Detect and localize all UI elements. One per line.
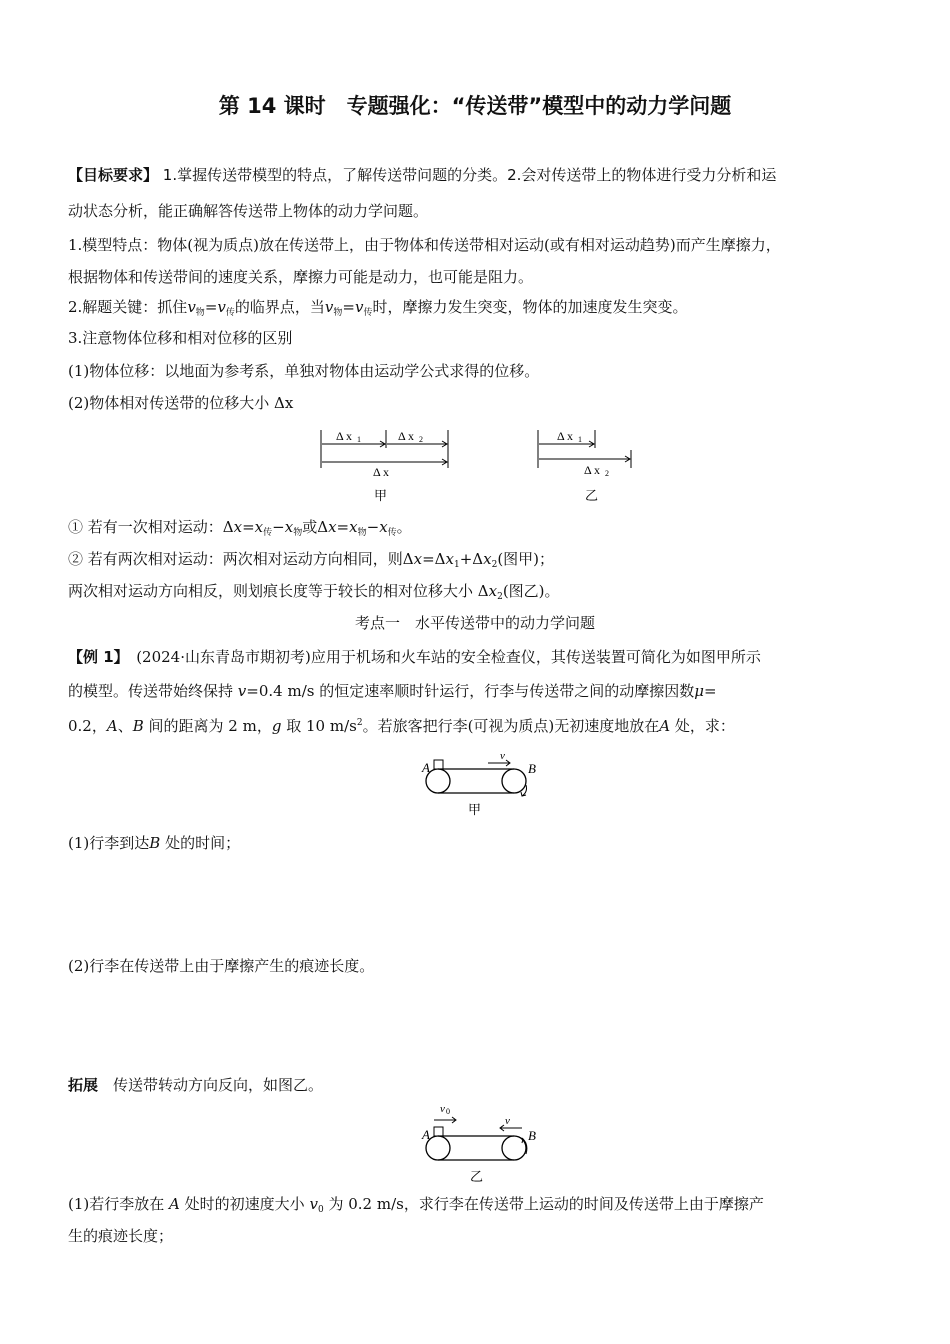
key-point: 2.解题关键：抓住$v_物=v_传$的临界点，当$v_物=v_传$时，摩擦力发生突变，物体的加速度发生突变。 [68, 298, 688, 318]
svg-text:2: 2 [605, 469, 609, 478]
dx1-label: Δ x [336, 429, 353, 443]
v0-label: v [440, 1103, 445, 1115]
svg-text:0: 0 [446, 1107, 450, 1116]
example1-line-3: 0.2，A、B 间的距离为 2 m，g 取 10 $m/s^2$。若旅客把行李(可视为质点)无初速度地放在A 处，求： [68, 717, 735, 735]
case-two-opposite: 两次相对运动方向相反，则划痕长度等于较长的相对位移大小 $\Delta x_2$(图乙)。 [68, 582, 560, 602]
case-two-same: ② 若有两次相对运动：两次相对运动方向相同，则$\Delta x=\Delta x_1+\Delta x_2$(图甲)； [68, 550, 555, 570]
question-2: (2)行李在传送带上由于摩擦产生的痕迹长度。 [68, 957, 375, 975]
page-title: 第 14 课时 专题强化：“传送带”模型中的动力学问题 [218, 94, 732, 118]
velocity-label: v [500, 750, 505, 762]
svg-text:2: 2 [419, 435, 423, 444]
example1-label: 【例 1】 [68, 648, 122, 666]
caption-yi-2: 乙 [470, 1169, 484, 1184]
extension-question-1: (1)若行李放在 A 处时的初速度大小 $v_0$ 为 0.2 m/s，求行李在传送带上运动的时间及传送带上由于摩擦产 [68, 1195, 764, 1215]
caption-jia: 甲 [374, 488, 388, 503]
dx2-label-yi: Δ x [584, 463, 601, 477]
section-heading: 考点一 水平传送带中的动力学问题 [354, 614, 595, 632]
point-a-2: A [422, 1127, 430, 1142]
conveyor-diagram-yi [418, 1103, 548, 1186]
extension-label: 拓展 [68, 1076, 99, 1094]
case-one-relative: ① 若有一次相对运动：$\Delta x=x_传-x_物$或$\Delta x=x_物-x_传$。 [68, 518, 412, 538]
extension-line: 拓展 传送带转动方向反向，如图乙。 [68, 1076, 324, 1094]
goal-line-1: 【目标要求】 1.掌握传送带模型的特点，了解传送带问题的分类。2.会对传送带上的物体进行受力分析和运 [68, 166, 777, 184]
point-a: A [422, 760, 430, 775]
question-1: (1)行李到达B 处的时间； [68, 834, 241, 852]
point-b-2: B [528, 1128, 536, 1143]
goal-line-2: 动状态分析，能正确解答传送带上物体的动力学问题。 [68, 202, 429, 220]
model-feature-1: 1.模型特点：物体(视为质点)放在传送带上，由于物体和传送带相对运动(或有相对运动趋势)而产生摩擦力， [68, 236, 781, 254]
note-heading: 3.注意物体位移和相对位移的区别 [68, 329, 293, 347]
goal-label: 【目标要求】 [68, 166, 159, 184]
caption-yi: 乙 [585, 488, 599, 503]
velocity-label-2: v [505, 1115, 510, 1127]
caption-jia-2: 甲 [468, 802, 482, 817]
dx2-label: Δ x [398, 429, 415, 443]
model-feature-2: 根据物体和传送带间的速度关系，摩擦力可能是动力，也可能是阻力。 [68, 268, 534, 286]
object-displacement: (1)物体位移：以地面为参考系，单独对物体由运动学公式求得的位移。 [68, 362, 540, 380]
dx-label: Δ x [373, 465, 390, 479]
displacement-diagram-yi [535, 428, 640, 506]
relative-displacement: (2)物体相对传送带的位移大小 Δx [68, 394, 294, 412]
extension-question-1-cont: 生的痕迹长度； [68, 1227, 174, 1245]
displacement-diagram-jia [318, 428, 453, 506]
point-b: B [528, 761, 536, 776]
dx1-label-yi: Δ x [557, 429, 574, 443]
conveyor-diagram-jia [418, 752, 548, 818]
svg-text:1: 1 [357, 435, 361, 444]
example1-line-2: 的模型。传送带始终保持 v=0.4 m/s 的恒定速率顺时针运行，行李与传送带之间的动摩擦因数μ= [68, 682, 717, 700]
example1-line-1: 【例 1】 (2024·山东青岛市期初考)应用于机场和火车站的安全检查仪，其传送装置可简化为如图甲所示 [68, 648, 761, 666]
svg-text:1: 1 [578, 435, 582, 444]
